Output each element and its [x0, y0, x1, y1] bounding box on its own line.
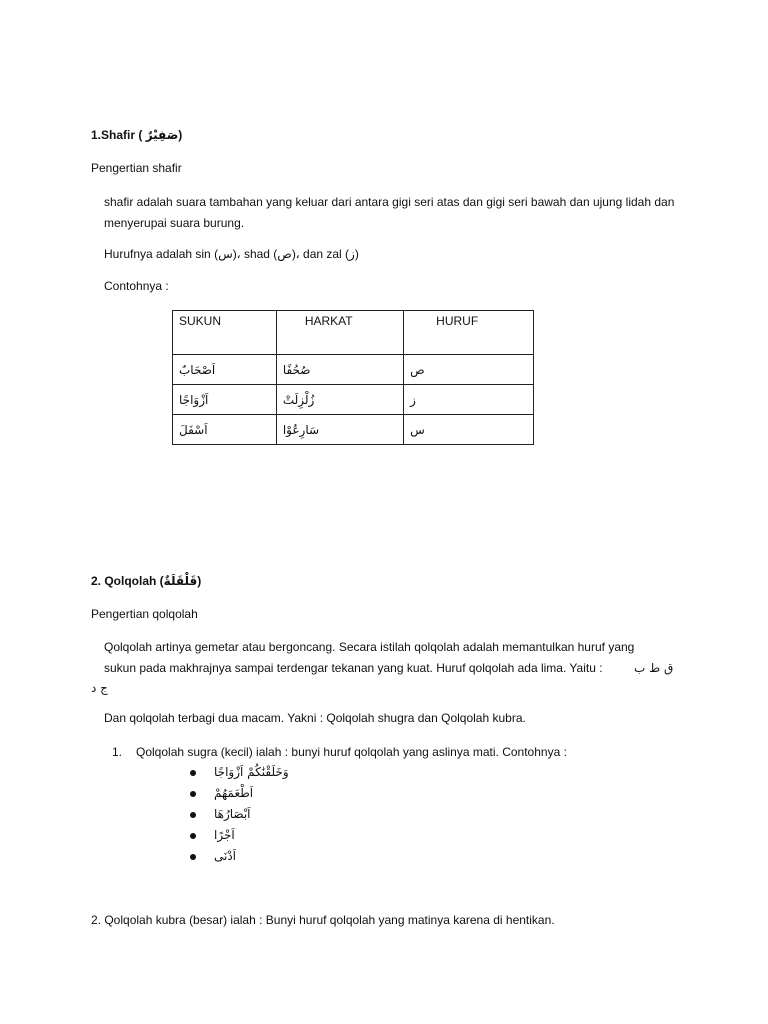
cell-huruf: ص [404, 355, 534, 385]
table-header-row [173, 311, 534, 355]
section1-subtitle: Pengertian shafir [91, 161, 182, 175]
cell-sukun: اَزْوَاجًا [173, 385, 277, 415]
header-huruf: HURUF [404, 311, 534, 355]
qolqolah-definition-line2: sukun pada makhrajnya sampai terdengar tekanan yang kuat. Huruf qolqolah ada lima. Yaitu : [104, 661, 603, 675]
table-row [173, 415, 534, 445]
cell-huruf: س [404, 415, 534, 445]
qolqolah-division: Dan qolqolah terbagi dua macam. Yakni : Qolqolah shugra dan Qolqolah kubra. [104, 711, 526, 725]
qolqolah-letters-a: ق ط ب [634, 661, 674, 675]
sugra-number: 1. [112, 745, 123, 759]
cell-harkat: زُلْزِلَتْ [276, 385, 403, 415]
list-item: اَبْصَارُهَا [190, 804, 289, 825]
section2-title: 2. Qolqolah (قَلْقَلَةٌ) [91, 574, 202, 588]
qolqolah-kubra: 2. Qolqolah kubra (besar) ialah : Bunyi huruf qolqolah yang matinya karena di hentikan. [91, 913, 555, 927]
list-item: اَدْنَى [190, 846, 289, 867]
bullet-icon [190, 812, 196, 818]
section2-subtitle: Pengertian qolqolah [91, 607, 198, 621]
sugra-examples-list [190, 762, 289, 867]
bullet-icon [190, 854, 196, 860]
examples-label: Contohnya : [104, 279, 169, 293]
header-sukun: SUKUN [173, 311, 277, 355]
bullet-icon [190, 770, 196, 776]
cell-sukun: اَصْحَابٌ [173, 355, 277, 385]
cell-sukun: اَسْفَلَ [173, 415, 277, 445]
cell-harkat: صُحُفًا [276, 355, 403, 385]
shafir-examples-table [172, 310, 534, 445]
qolqolah-letters-b: ج د [91, 681, 108, 695]
section1-title: 1.Shafir ( صَفِيْرٌ) [91, 128, 183, 142]
list-item: وَخَلَقْنَٰكُمْ اَزْوَاجًا [190, 762, 289, 783]
list-item: اَطْعَمَهُمْ [190, 783, 289, 804]
table-row [173, 355, 534, 385]
bullet-icon [190, 791, 196, 797]
cell-harkat: سَارِعُوْا [276, 415, 403, 445]
shafir-definition: shafir adalah suara tambahan yang keluar dari antara gigi seri atas dan gigi seri bawah dan ujung lidah dan menyerupai suara burung. [104, 195, 675, 230]
qolqolah-sugra: Qolqolah sugra (kecil) ialah : bunyi huruf qolqolah yang aslinya mati. Contohnya : [136, 745, 567, 759]
cell-huruf: ز [404, 385, 534, 415]
table-row [173, 385, 534, 415]
shafir-letters: Hurufnya adalah sin (س)، shad (ص)، dan zal (ز) [104, 247, 359, 261]
qolqolah-definition-line1: Qolqolah artinya gemetar atau bergoncang. Secara istilah qolqolah adalah memantulkan huruf yang [104, 640, 635, 654]
bullet-icon [190, 833, 196, 839]
list-item: اَجْرًا [190, 825, 289, 846]
header-harkat: HARKAT [276, 311, 403, 355]
